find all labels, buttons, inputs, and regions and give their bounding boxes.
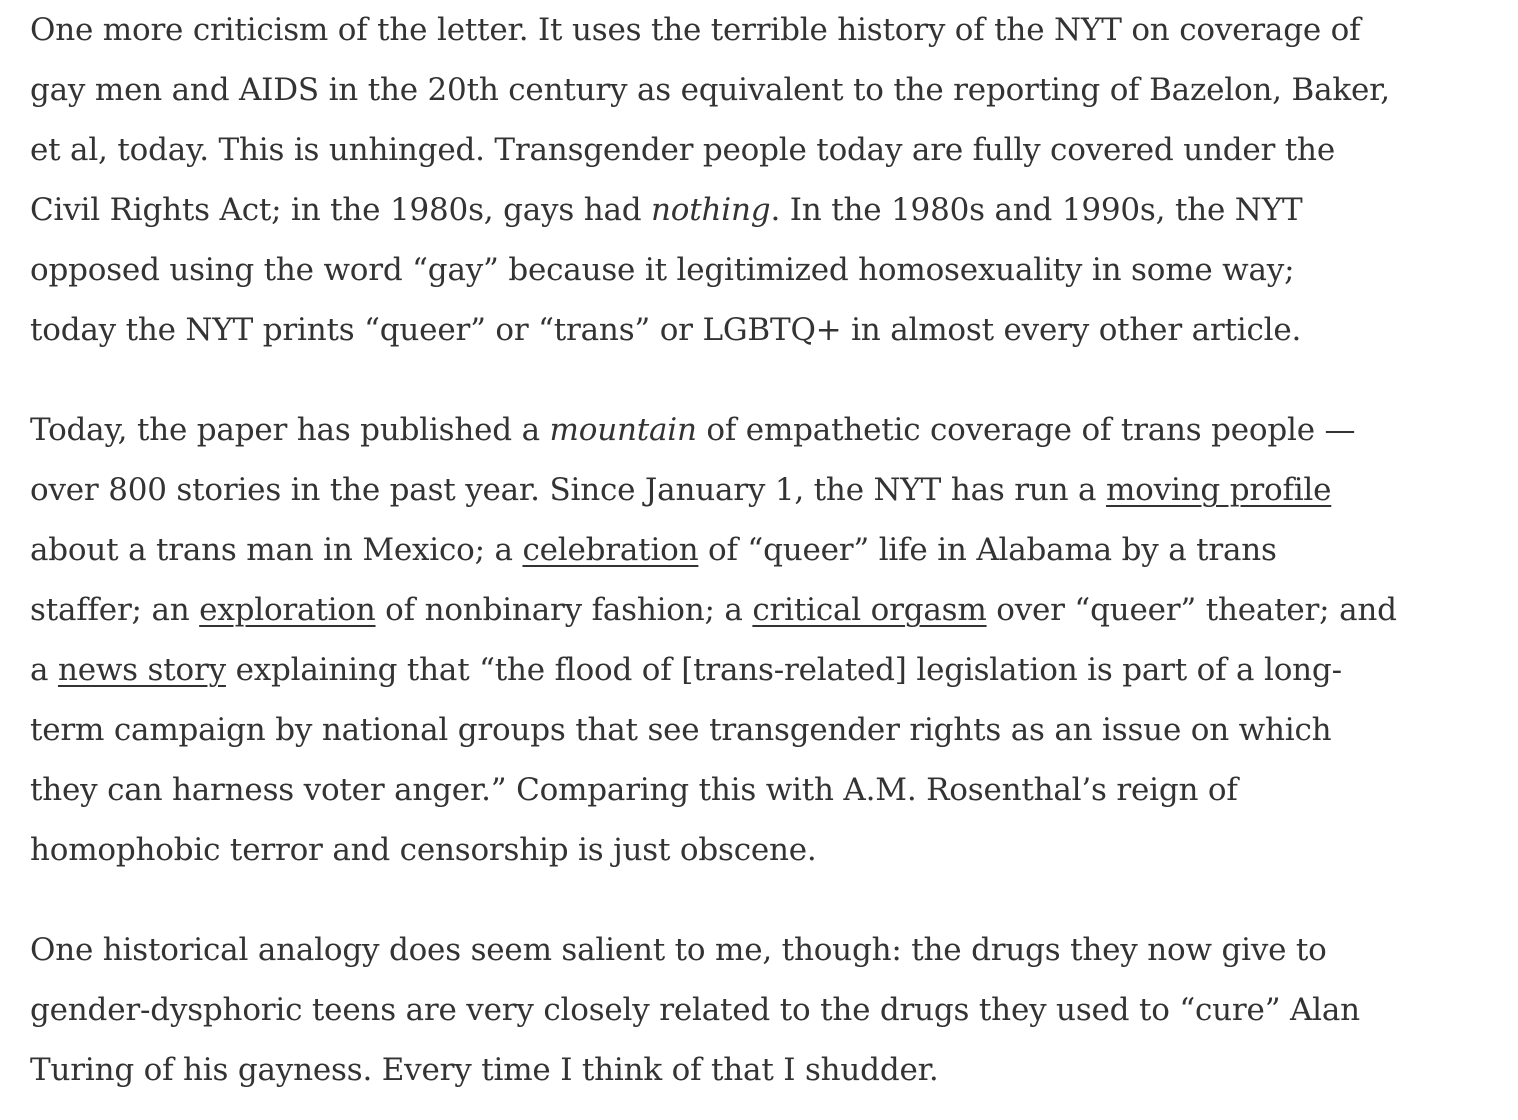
link-exploration[interactable]: exploration xyxy=(199,592,376,628)
emphasized-text: nothing xyxy=(651,192,771,228)
paragraph xyxy=(30,920,1492,1100)
text-run: Civil Rights Act; in the 1980s, gays had xyxy=(30,192,652,228)
text-run: explaining that “the flood of [trans-related] legislation is part of a long- xyxy=(225,652,1342,688)
text-line xyxy=(30,240,1492,300)
text-line xyxy=(30,520,1492,580)
text-run: One more criticism of the letter. It uses the terrible history of the NYT on coverage of xyxy=(30,12,1361,48)
link-critical-orgasm[interactable]: critical orgasm xyxy=(752,592,987,628)
text-line xyxy=(30,640,1492,700)
text-run: of “queer” life in Alabama by a trans xyxy=(698,532,1277,568)
paragraph xyxy=(30,400,1492,880)
text-line xyxy=(30,920,1492,980)
text-run: over “queer” theater; and xyxy=(986,592,1397,628)
link-moving-profile[interactable]: moving profile xyxy=(1105,472,1332,508)
text-run: opposed using the word “gay” because it legitimized homosexuality in some way; xyxy=(30,252,1295,288)
text-run: et al, today. This is unhinged. Transgender people today are fully covered under the xyxy=(30,132,1335,168)
link-news-story[interactable]: news story xyxy=(57,652,226,688)
text-run: Today, the paper has published a xyxy=(30,412,550,448)
text-line xyxy=(30,700,1492,760)
text-run: about a trans man in Mexico; a xyxy=(30,532,523,568)
text-line xyxy=(30,460,1492,520)
article-body xyxy=(30,0,1492,1100)
text-run: homophobic terror and censorship is just obscene. xyxy=(30,832,817,868)
text-line xyxy=(30,580,1492,640)
text-run: they can harness voter anger.” Comparing this with A.M. Rosenthal’s reign of xyxy=(30,772,1238,808)
paragraph xyxy=(30,0,1492,360)
text-line xyxy=(30,120,1492,180)
text-line xyxy=(30,0,1492,60)
text-line xyxy=(30,60,1492,120)
text-run: of nonbinary fashion; a xyxy=(375,592,753,628)
text-run: Turing of his gayness. Every time I think of that I shudder. xyxy=(30,1052,939,1088)
text-run: One historical analogy does seem salient to me, though: the drugs they now give to xyxy=(30,932,1327,968)
emphasized-text: mountain xyxy=(549,412,697,448)
text-run: of empathetic coverage of trans people — xyxy=(696,412,1356,448)
text-run: staffer; an xyxy=(30,592,200,628)
text-run: today the NYT prints “queer” or “trans” or LGBTQ+ in almost every other article. xyxy=(30,312,1302,348)
text-run: . In the 1980s and 1990s, the NYT xyxy=(770,192,1303,228)
link-celebration[interactable]: celebration xyxy=(522,532,699,568)
text-line xyxy=(30,180,1492,240)
text-run: term campaign by national groups that see transgender rights as an issue on which xyxy=(30,712,1332,748)
text-run: over 800 stories in the past year. Since January 1, the NYT has run a xyxy=(30,472,1106,508)
text-line xyxy=(30,820,1492,880)
text-run: a xyxy=(30,652,58,688)
text-line xyxy=(30,980,1492,1040)
text-line xyxy=(30,760,1492,820)
text-line xyxy=(30,1040,1492,1100)
text-run: gender-dysphoric teens are very closely related to the drugs they used to “cure” Alan xyxy=(30,992,1360,1028)
text-line xyxy=(30,300,1492,360)
text-line xyxy=(30,400,1492,460)
text-run: gay men and AIDS in the 20th century as equivalent to the reporting of Bazelon, Baker, xyxy=(30,72,1390,108)
